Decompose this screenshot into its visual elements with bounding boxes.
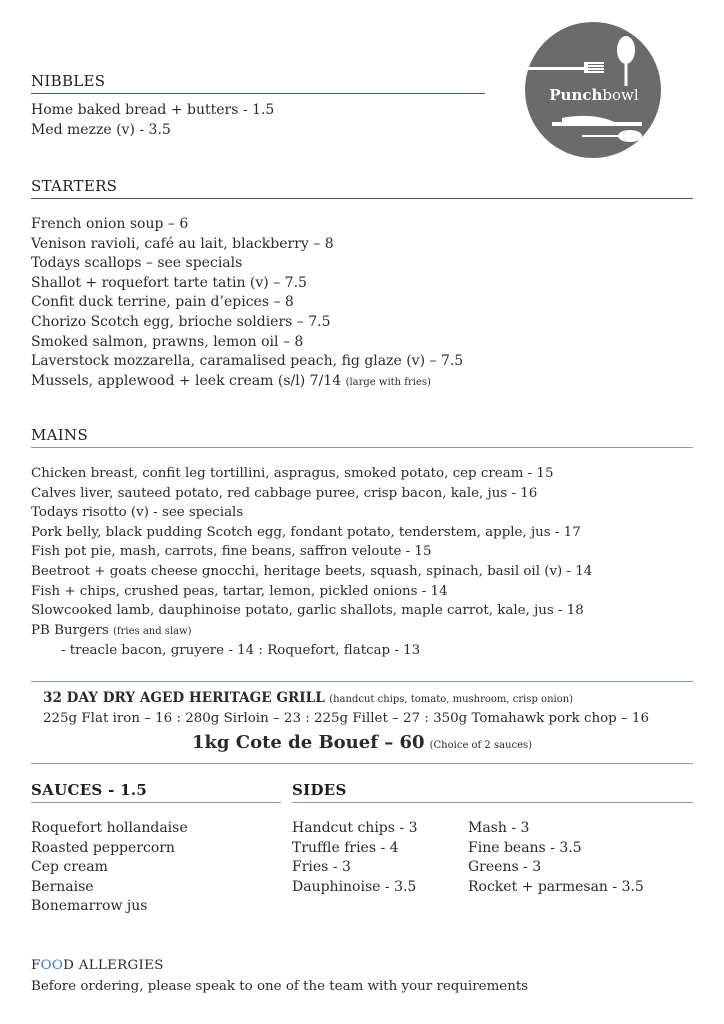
sauces-divider: [31, 802, 281, 803]
starters-divider: [31, 198, 693, 199]
list-item: Pork belly, black pudding Scotch egg, fondant potato, tenderstem, apple, jus - 17: [31, 524, 581, 540]
list-item: [31, 372, 463, 393]
list-item: Rocket + parmesan - 3.5: [468, 878, 644, 895]
grill-title-note: (handcut chips, tomato, mushroom, crisp onion): [329, 694, 574, 705]
list-item: Fries - 3: [292, 859, 351, 876]
list-item: Roasted peppercorn: [31, 839, 175, 856]
list-item: Med mezze (v) - 3.5: [31, 121, 171, 138]
mussels-item: Mussels, applewood + leek cream (s/l) 7/14: [31, 372, 342, 389]
nibbles-heading: NIBBLES: [31, 72, 106, 90]
burgers-options: - treacle bacon, gruyere - 14 : Roquefort, flatcap - 13: [61, 643, 421, 659]
starters-heading: STARTERS: [31, 177, 118, 195]
list-item: Venison ravioli, café au lait, blackberry – 8: [31, 235, 334, 252]
sides-divider: [292, 802, 693, 803]
mains-heading: MAINS: [31, 426, 89, 444]
allergies-title-pre: F: [31, 958, 41, 973]
sauces-heading: SAUCES - 1.5: [31, 781, 148, 799]
grill-title: 32 DAY DRY AGED HERITAGE GRILL: [43, 690, 325, 706]
list-item: Confit duck terrine, pain d’epices – 8: [31, 294, 294, 311]
mains-divider: [31, 447, 693, 448]
list-item: Todays risotto (v) - see specials: [31, 505, 244, 521]
list-item: Handcut chips - 3: [292, 820, 418, 836]
grill-top-divider: [31, 681, 693, 682]
list-item: Slowcooked lamb, dauphinoise potato, garlic shallots, maple carrot, kale, jus - 18: [31, 603, 584, 619]
list-item: Smoked salmon, prawns, lemon oil – 8: [31, 333, 304, 350]
burgers-note: (fries and slaw): [113, 625, 192, 637]
starters-list: [31, 215, 463, 392]
mains-list: [31, 464, 592, 661]
mussels-note: (large with fries): [345, 376, 431, 388]
grill-feature: 1kg Cote de Bouef – 60: [191, 732, 425, 753]
grill-bottom-divider: [31, 763, 693, 764]
list-item: Todays scallops – see specials: [31, 255, 243, 272]
list-item: Laverstock mozzarella, caramalised peach, fig glaze (v) – 7.5: [31, 353, 464, 370]
list-item: Chicken breast, confit leg tortillini, aspragus, smoked potato, cep cream - 15: [31, 466, 554, 481]
list-item: Chorizo Scotch egg, brioche soldiers – 7.5: [31, 313, 331, 330]
list-item: Truffle fries - 4: [292, 839, 399, 856]
allergies-title-highlight: OO: [40, 958, 64, 973]
allergies-heading: [31, 958, 164, 973]
list-item: Shallot + roquefort tarte tatin (v) – 7.5: [31, 274, 307, 291]
list-item: Cep cream: [31, 859, 108, 876]
sauces-list: [31, 819, 188, 917]
sides-list-col1: [292, 819, 418, 897]
svg-text:Punchbowl: [549, 86, 639, 104]
list-item: Fine beans - 3.5: [468, 839, 582, 856]
punchbowl-logo: [522, 22, 664, 158]
brand-name-part1: Punch: [549, 86, 603, 104]
nibbles-list: [31, 101, 274, 140]
list-item: Bernaise: [31, 878, 94, 895]
list-item: French onion soup – 6: [31, 216, 189, 232]
list-item: Bonemarrow jus: [31, 898, 148, 915]
allergies-note: Before ordering, please speak to one of the team with your requirements: [31, 979, 529, 994]
nibbles-divider: [31, 93, 485, 94]
list-item: [31, 621, 592, 642]
grill-feature-note: (Choice of 2 sauces): [429, 740, 533, 751]
brand-name-part2: bowl: [602, 86, 639, 104]
list-item: Dauphinoise - 3.5: [292, 878, 417, 895]
list-item: Beetroot + goats cheese gnocchi, heritage beets, squash, spinach, basil oil (v) - 14: [31, 563, 593, 579]
burgers-label: PB Burgers: [31, 622, 109, 638]
sides-heading: SIDES: [292, 781, 347, 799]
grill-feature-row: [0, 732, 724, 753]
list-item: Mash - 3: [468, 820, 530, 836]
sides-list-col2: [468, 819, 644, 897]
list-item: Greens - 3: [468, 859, 542, 876]
grill-cuts: 225g Flat iron – 16 : 280g Sirloin – 23 : 225g Fillet – 27 : 350g Tomahawk pork chop – 16: [43, 711, 649, 726]
grill-title-row: [43, 689, 573, 710]
list-item: Home baked bread + butters - 1.5: [31, 102, 275, 118]
list-item: Calves liver, sauteed potato, red cabbage puree, crisp bacon, kale, jus - 16: [31, 485, 538, 501]
list-item: Roquefort hollandaise: [31, 820, 188, 836]
allergies-title-post: D ALLERGIES: [63, 958, 164, 973]
list-item: Fish + chips, crushed peas, tartar, lemon, pickled onions - 14: [31, 583, 448, 599]
list-item: Fish pot pie, mash, carrots, fine beans, saffron veloute - 15: [31, 544, 432, 560]
